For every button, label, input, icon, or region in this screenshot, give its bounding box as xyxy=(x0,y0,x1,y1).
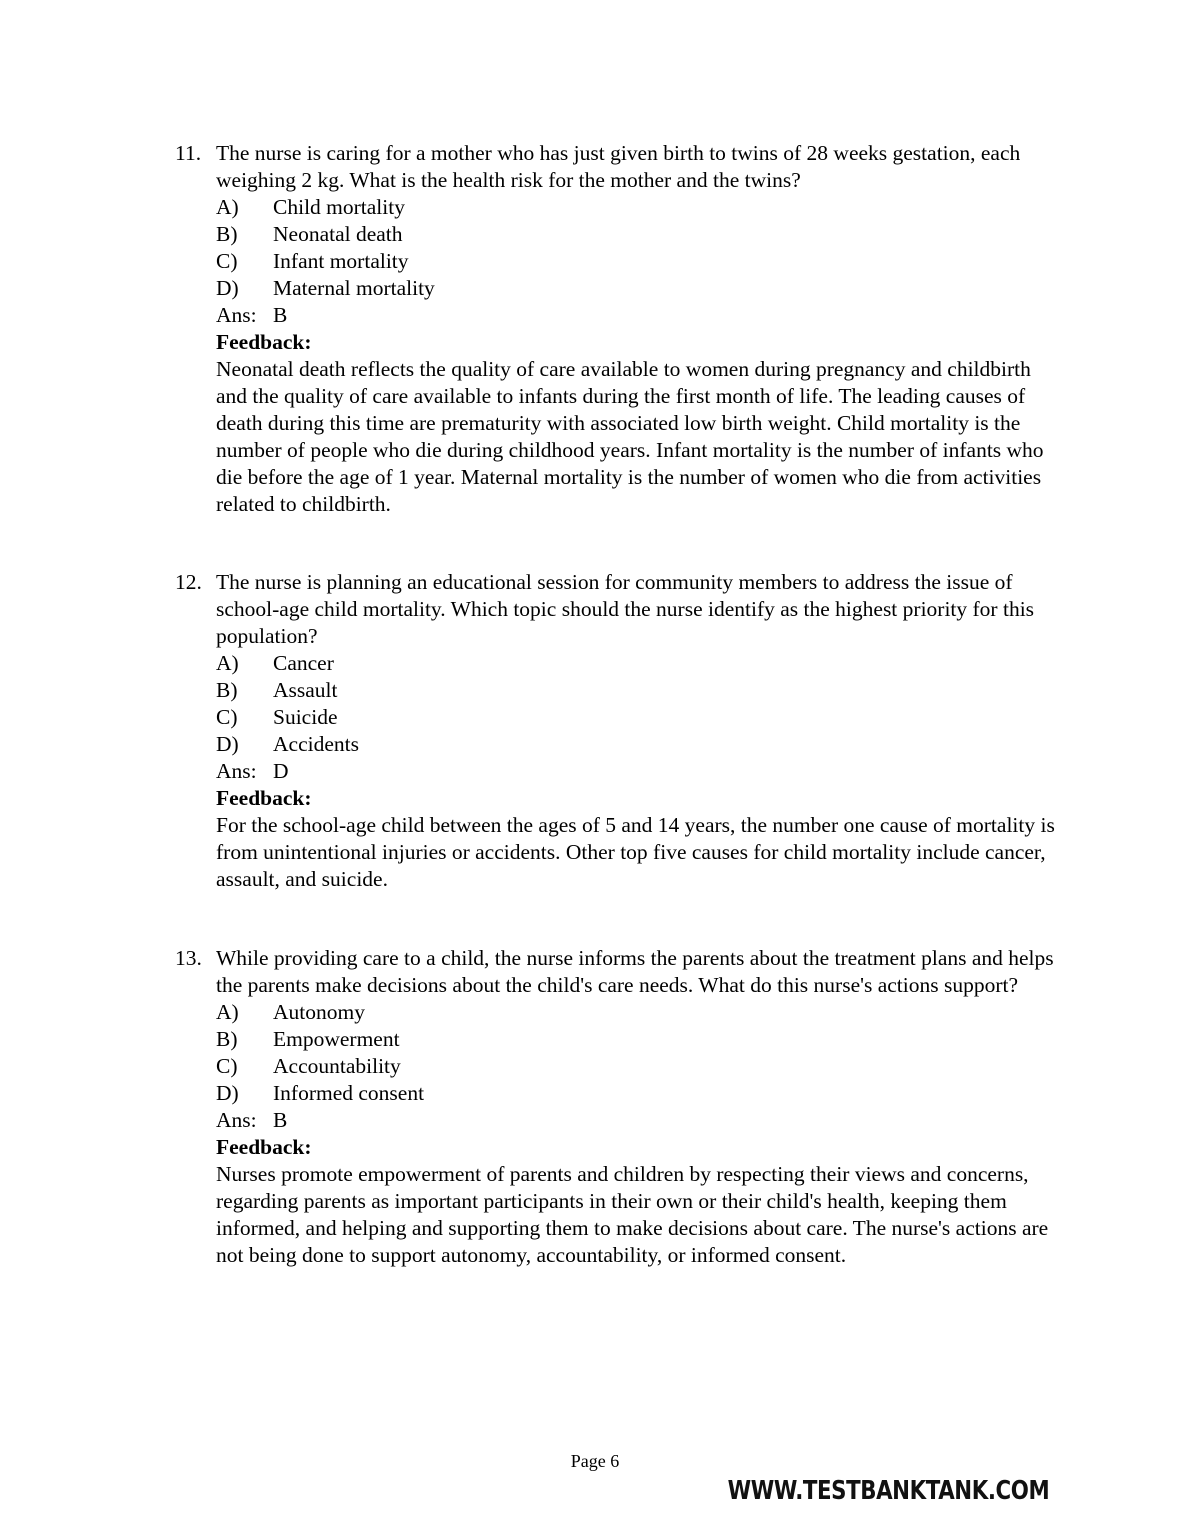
feedback-text: Nurses promote empowerment of parents and children by respecting their views and concerns, regarding parents as important participants in their own or their child's health, keeping them informed, and helping and supporting them to make decisions about care. The nurse's actions are not being done to support autonomy, accountability, or informed consent. xyxy=(216,1162,1049,1267)
option-text: Autonomy xyxy=(273,1000,365,1024)
option-b xyxy=(216,1026,1055,1053)
feedback-text: Neonatal death reflects the quality of care available to women during pregnancy and childbirth and the quality of care available to infants during the first month of life. The leading causes of death during this time are prematurity with associated low birth weight. Child mortality is the number of people who die during childhood years. Infant mortality is the number of infants who die before the age of 1 year. Maternal mortality is the number of women who die from activities related to childbirth. xyxy=(216,357,1044,516)
answer-label: Ans: xyxy=(216,303,257,327)
feedback-heading: Feedback: xyxy=(216,330,312,354)
answer-value: D xyxy=(273,759,289,783)
option-a xyxy=(216,650,1055,677)
option-letter: B) xyxy=(216,678,238,702)
answer-line xyxy=(216,1107,1055,1134)
option-text: Suicide xyxy=(273,705,338,729)
question-12 xyxy=(175,569,1055,893)
option-letter: B) xyxy=(216,1027,238,1051)
option-b xyxy=(216,677,1055,704)
option-text: Infant mortality xyxy=(273,249,409,273)
option-c xyxy=(216,1053,1055,1080)
feedback-heading: Feedback: xyxy=(216,786,312,810)
answer-options xyxy=(216,650,1055,758)
feedback-text: For the school-age child between the ages of 5 and 14 years, the number one cause of mortality is from unintentional injuries or accidents. Other top five causes for child mortality include cancer, assault, and suicide. xyxy=(216,813,1055,891)
option-text: Accountability xyxy=(273,1054,401,1078)
page-number xyxy=(0,1448,1190,1475)
feedback-heading: Feedback: xyxy=(216,1135,312,1159)
option-text: Cancer xyxy=(273,651,334,675)
option-text: Accidents xyxy=(273,732,359,756)
answer-label: Ans: xyxy=(216,1108,257,1132)
answer-label: Ans: xyxy=(216,759,257,783)
option-b xyxy=(216,221,1055,248)
option-letter: D) xyxy=(216,276,239,300)
answer-line xyxy=(216,302,1055,329)
question-number: 12. xyxy=(175,570,202,594)
option-d xyxy=(216,275,1055,302)
option-letter: A) xyxy=(216,1000,239,1024)
question-stem: The nurse is caring for a mother who has just given birth to twins of 28 weeks gestation, each weighing 2 kg. What is the health risk for the mother and the twins? xyxy=(216,141,1021,192)
option-letter: A) xyxy=(216,651,239,675)
option-letter: B) xyxy=(216,222,238,246)
answer-options xyxy=(216,194,1055,302)
option-text: Assault xyxy=(273,678,338,702)
option-letter: C) xyxy=(216,249,238,273)
watermark: WWW.TESTBANKTANK.COM xyxy=(727,1476,1049,1506)
option-letter: A) xyxy=(216,195,239,219)
option-a xyxy=(216,194,1055,221)
option-text: Neonatal death xyxy=(273,222,403,246)
option-c xyxy=(216,704,1055,731)
question-number: 11. xyxy=(175,141,202,165)
option-c xyxy=(216,248,1055,275)
answer-value: B xyxy=(273,303,288,327)
option-text: Child mortality xyxy=(273,195,405,219)
option-text: Maternal mortality xyxy=(273,276,435,300)
option-text: Empowerment xyxy=(273,1027,400,1051)
option-letter: C) xyxy=(216,1054,238,1078)
option-d xyxy=(216,731,1055,758)
question-13 xyxy=(175,945,1055,1269)
option-letter: D) xyxy=(216,732,239,756)
answer-value: B xyxy=(273,1108,288,1132)
question-number: 13. xyxy=(175,946,202,970)
answer-line xyxy=(216,758,1055,785)
option-text: Informed consent xyxy=(273,1081,425,1105)
option-d xyxy=(216,1080,1055,1107)
page-number-label: Page 6 xyxy=(570,1451,620,1471)
answer-options xyxy=(216,999,1055,1107)
question-11 xyxy=(175,140,1055,518)
option-letter: D) xyxy=(216,1081,239,1105)
question-stem: While providing care to a child, the nurse informs the parents about the treatment plans and helps the parents make decisions about the child's care needs. What do this nurse's actions support? xyxy=(216,946,1054,997)
option-a xyxy=(216,999,1055,1026)
option-letter: C) xyxy=(216,705,238,729)
question-stem: The nurse is planning an educational session for community members to address the issue of school-age child mortality. Which topic should the nurse identify as the highest priority for this population? xyxy=(216,570,1035,648)
